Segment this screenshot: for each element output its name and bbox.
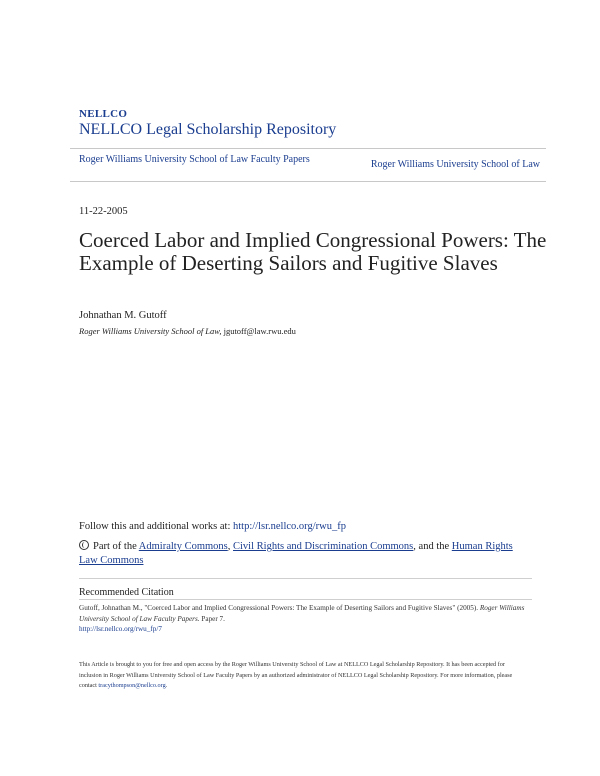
follow-line — [79, 521, 346, 532]
repository-title[interactable]: NELLCO Legal Scholarship Repository — [79, 121, 337, 138]
part-of-commons — [79, 540, 519, 568]
citation-text: Gutoff, Johnathan M., "Coerced Labor and Implied Congressional Powers: The Example of Deserting Sailors and Fugitive Slaves" (2005). — [79, 604, 480, 612]
follow-label: Follow this and additional works at: — [79, 521, 233, 532]
breadcrumb — [70, 148, 546, 182]
human-rights-commons-link[interactable]: Human Rights Law Commons — [79, 541, 513, 566]
citation-series: Roger Williams University School of Law Faculty Papers. — [79, 604, 525, 623]
breadcrumb-school-link[interactable]: Roger Williams University School of Law — [370, 159, 540, 170]
author-email: jgutoff@law.rwu.edu — [221, 326, 296, 336]
article-title: Coerced Labor and Implied Congressional Powers: The Example of Deserting Sailors and Fugitive Slaves — [79, 228, 547, 275]
notice-end: . — [165, 682, 168, 689]
notice-text: This Article is brought to you for free and open access by the Roger Williams University School of Law at NELLCO Legal Scholarship Repository. It has been accepted for inclusion in Roger Williams University School of Law Faculty Papers by an authorized administrator of NELLCO Legal Scholarship Repository. For more information, please contact — [79, 661, 513, 689]
divider — [79, 599, 532, 600]
contact-email-link[interactable]: tracythompson@nellco.org — [98, 682, 166, 689]
part-of-prefix: Part of the — [93, 541, 139, 552]
civil-rights-commons-link[interactable]: Civil Rights and Discrimination Commons — [233, 541, 414, 552]
recommended-citation-heading: Recommended Citation — [79, 587, 174, 598]
breadcrumb-collection-link[interactable]: Roger Williams University School of Law Faculty Papers — [79, 154, 310, 165]
divider — [79, 578, 532, 579]
author-name: Johnathan M. Gutoff — [79, 310, 167, 321]
part-of-sep1: , — [227, 541, 234, 552]
citation-paper: Paper 7. — [199, 614, 225, 623]
publication-date: 11-22-2005 — [79, 206, 128, 217]
affiliation-text: Roger Williams University School of Law, — [79, 326, 222, 336]
access-notice — [79, 660, 529, 692]
part-of-sep2: , and the — [413, 541, 452, 552]
author-affiliation — [79, 326, 296, 336]
recommended-citation — [79, 603, 529, 635]
org-abbreviation: NELLCO — [79, 108, 128, 120]
follow-link[interactable]: http://lsr.nellco.org/rwu_fp — [233, 521, 346, 532]
admiralty-commons-link[interactable]: Admiralty Commons — [138, 541, 228, 552]
globe-icon — [79, 540, 89, 550]
citation-link[interactable]: http://lsr.nellco.org/rwu_fp/7 — [79, 625, 162, 633]
